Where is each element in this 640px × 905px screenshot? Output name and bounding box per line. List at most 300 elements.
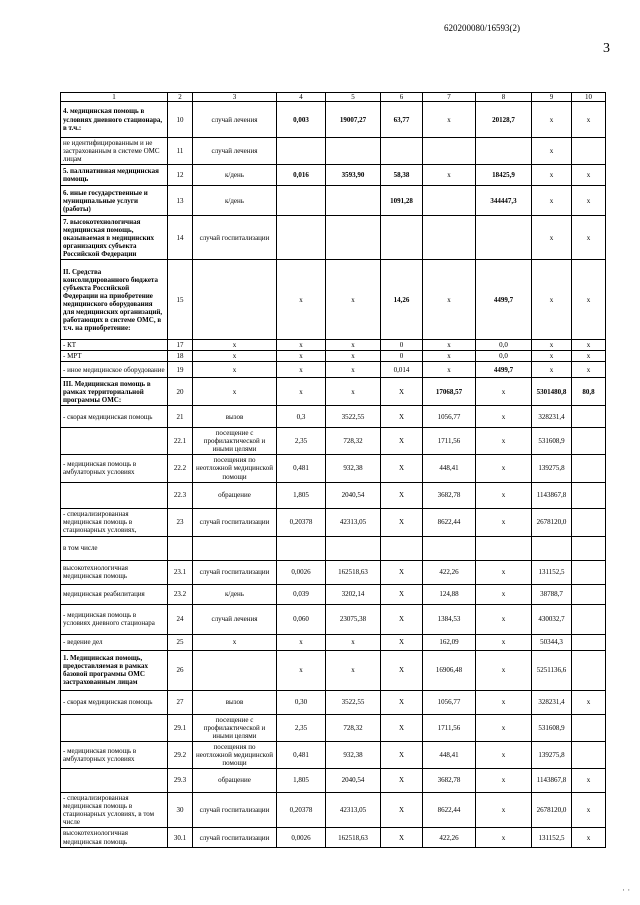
table-cell: х bbox=[326, 378, 381, 406]
table-cell: 932,38 bbox=[326, 455, 381, 482]
table-cell: случай госпитализации bbox=[193, 792, 277, 827]
table-cell: 0,016 bbox=[277, 165, 326, 186]
table-row bbox=[61, 406, 606, 428]
table-cell: Х bbox=[381, 428, 423, 455]
table-cell: 30.1 bbox=[168, 828, 193, 848]
table-cell: 14,26 bbox=[381, 260, 423, 340]
table-row bbox=[61, 508, 606, 536]
table-cell: Х bbox=[381, 714, 423, 741]
table-cell: х bbox=[476, 768, 532, 792]
row-label-cell: - медицинская помощь в условиях дневного стационара bbox=[61, 604, 168, 634]
row-label-cell: - специализированная медицинская помощь в стационарных условиях, в том числе bbox=[61, 792, 168, 827]
table-cell: 11 bbox=[168, 138, 193, 165]
table-cell: 2678120,0 bbox=[532, 792, 572, 827]
table-cell: 728,32 bbox=[326, 714, 381, 741]
table-cell bbox=[572, 455, 606, 482]
table-cell: 27 bbox=[168, 690, 193, 714]
column-number-cell: 10 bbox=[572, 93, 606, 102]
table-cell: х bbox=[476, 828, 532, 848]
table-cell: 5301480,8 bbox=[532, 378, 572, 406]
column-number-cell: 4 bbox=[277, 93, 326, 102]
table-cell: посещение с профилактической и иными целями bbox=[193, 428, 277, 455]
table-cell bbox=[532, 536, 572, 560]
table-cell: Х bbox=[381, 634, 423, 650]
table-row bbox=[61, 102, 606, 138]
table-cell: 2040,54 bbox=[326, 482, 381, 508]
table-cell: 0 bbox=[381, 351, 423, 362]
table-cell: х bbox=[572, 186, 606, 216]
table-cell: х bbox=[326, 340, 381, 351]
table-cell: 23 bbox=[168, 508, 193, 536]
table-cell bbox=[423, 536, 476, 560]
table-cell: 17 bbox=[168, 340, 193, 351]
table-cell: 24 bbox=[168, 604, 193, 634]
table-cell: х bbox=[326, 260, 381, 340]
table-cell bbox=[572, 714, 606, 741]
table-cell: случай госпитализации bbox=[193, 560, 277, 584]
scan-mark: · · bbox=[622, 885, 631, 895]
table-row bbox=[61, 768, 606, 792]
table-cell bbox=[476, 536, 532, 560]
table-cell: х bbox=[572, 351, 606, 362]
row-label-cell: 4. медицинская помощь в условиях дневного стационара, в т.ч.: bbox=[61, 102, 168, 138]
column-number-cell: 5 bbox=[326, 93, 381, 102]
table-cell: 2040,54 bbox=[326, 768, 381, 792]
table-cell bbox=[168, 536, 193, 560]
funding-table bbox=[60, 92, 606, 848]
table-row bbox=[61, 186, 606, 216]
table-cell: х bbox=[476, 714, 532, 741]
table-cell: х bbox=[326, 650, 381, 690]
column-number-cell: 3 bbox=[193, 93, 277, 102]
row-label-cell: III. Медицинская помощь в рамках территориальной программы ОМС: bbox=[61, 378, 168, 406]
table-cell bbox=[572, 536, 606, 560]
table-cell: х bbox=[423, 340, 476, 351]
column-number-cell: 1 bbox=[61, 93, 168, 102]
document-number: 620200080/16593(2) bbox=[444, 23, 520, 33]
table-cell: Х bbox=[381, 792, 423, 827]
table-cell: 23.1 bbox=[168, 560, 193, 584]
table-cell: случай госпитализации bbox=[193, 828, 277, 848]
table-row bbox=[61, 362, 606, 378]
row-label-cell: - специализированная медицинская помощь в стационарных условиях, bbox=[61, 508, 168, 536]
table-cell: х bbox=[532, 102, 572, 138]
table-cell: случай лечения bbox=[193, 102, 277, 138]
table-cell: 344447,3 bbox=[476, 186, 532, 216]
table-cell: 162,09 bbox=[423, 634, 476, 650]
table-cell: 13 bbox=[168, 186, 193, 216]
table-cell: х bbox=[476, 428, 532, 455]
table-cell: х bbox=[532, 216, 572, 260]
table-cell: 728,32 bbox=[326, 428, 381, 455]
table-cell: Х bbox=[381, 378, 423, 406]
table-cell: 22.2 bbox=[168, 455, 193, 482]
table-cell: 30 bbox=[168, 792, 193, 827]
table-cell: случай госпитализации bbox=[193, 508, 277, 536]
table-cell: посещения по неотложной медицинской помощи bbox=[193, 741, 277, 768]
table-cell: х bbox=[476, 560, 532, 584]
table-cell: х bbox=[326, 634, 381, 650]
column-number-cell: 8 bbox=[476, 93, 532, 102]
table-cell: 0 bbox=[381, 340, 423, 351]
table-cell: х bbox=[572, 768, 606, 792]
row-label-cell: II. Средства консолидированного бюджета субъекта Российской Федерации на приобретение медицинского оборудования для медицинских организаций, работающих в системе ОМС, в т.ч. на приобретение: bbox=[61, 260, 168, 340]
table-cell: 58,38 bbox=[381, 165, 423, 186]
table-cell: х bbox=[532, 351, 572, 362]
table-cell: 4499,7 bbox=[476, 362, 532, 378]
table-cell bbox=[381, 216, 423, 260]
table-row bbox=[61, 340, 606, 351]
table-cell: 20128,7 bbox=[476, 102, 532, 138]
column-number-cell: 9 bbox=[532, 93, 572, 102]
table-cell: 1711,56 bbox=[423, 714, 476, 741]
table-cell: Х bbox=[381, 828, 423, 848]
table-cell bbox=[572, 560, 606, 584]
table-cell: 0,0 bbox=[476, 340, 532, 351]
table-row bbox=[61, 828, 606, 848]
table-cell: посещения по неотложной медицинской помощи bbox=[193, 455, 277, 482]
table-cell: 22.1 bbox=[168, 428, 193, 455]
table-cell: Х bbox=[381, 768, 423, 792]
table-cell bbox=[572, 406, 606, 428]
table-cell: 5251136,6 bbox=[532, 650, 572, 690]
table-cell: 139275,8 bbox=[532, 741, 572, 768]
table-cell: х bbox=[572, 362, 606, 378]
table-cell: 531608,9 bbox=[532, 428, 572, 455]
table-cell: х bbox=[532, 186, 572, 216]
row-label-cell bbox=[61, 714, 168, 741]
table-cell: 3522,55 bbox=[326, 690, 381, 714]
table-cell: 20 bbox=[168, 378, 193, 406]
table-row bbox=[61, 165, 606, 186]
table-cell: 139275,8 bbox=[532, 455, 572, 482]
table-cell: х bbox=[532, 362, 572, 378]
row-label-cell bbox=[61, 428, 168, 455]
table-cell: Х bbox=[381, 741, 423, 768]
table-cell: 422,26 bbox=[423, 560, 476, 584]
table-cell: х bbox=[277, 260, 326, 340]
table-cell: х bbox=[572, 102, 606, 138]
table-cell: х bbox=[476, 634, 532, 650]
table-cell: 29.2 bbox=[168, 741, 193, 768]
row-label-cell bbox=[61, 768, 168, 792]
table-cell: 22.3 bbox=[168, 482, 193, 508]
table-cell: 328231,4 bbox=[532, 690, 572, 714]
table-cell: Х bbox=[381, 650, 423, 690]
table-cell: х bbox=[476, 455, 532, 482]
table-cell: 42313,05 bbox=[326, 792, 381, 827]
row-label-cell: - медицинская помощь в амбулаторных условиях bbox=[61, 741, 168, 768]
table-cell: х bbox=[532, 138, 572, 165]
table-cell: случай лечения bbox=[193, 604, 277, 634]
table-cell: х bbox=[277, 378, 326, 406]
table-cell: 29.3 bbox=[168, 768, 193, 792]
table-cell: х bbox=[423, 260, 476, 340]
table-cell: х bbox=[572, 690, 606, 714]
table-cell: х bbox=[326, 362, 381, 378]
row-label-cell: - иное медицинское оборудование bbox=[61, 362, 168, 378]
table-cell bbox=[326, 138, 381, 165]
table-cell: к/день bbox=[193, 186, 277, 216]
row-label-cell: - скорая медицинская помощь bbox=[61, 690, 168, 714]
table-cell bbox=[423, 186, 476, 216]
table-cell: 162518,63 bbox=[326, 828, 381, 848]
table-cell: х bbox=[572, 792, 606, 827]
table-row bbox=[61, 260, 606, 340]
table-cell: 3682,78 bbox=[423, 768, 476, 792]
table-cell bbox=[572, 508, 606, 536]
table-cell: 19 bbox=[168, 362, 193, 378]
table-cell: х bbox=[532, 165, 572, 186]
table-cell: Х bbox=[381, 584, 423, 604]
table-row bbox=[61, 741, 606, 768]
row-label-cell: - КТ bbox=[61, 340, 168, 351]
table-cell: 1056,77 bbox=[423, 690, 476, 714]
table-cell: обращение bbox=[193, 482, 277, 508]
table-cell: 63,77 bbox=[381, 102, 423, 138]
row-label-cell: 1. Медицинская помощь, предоставляемая в рамках базовой программы ОМС застрахованным лицам bbox=[61, 650, 168, 690]
table-cell: 1091,28 bbox=[381, 186, 423, 216]
row-label-cell: - МРТ bbox=[61, 351, 168, 362]
table-cell: 448,41 bbox=[423, 455, 476, 482]
row-label-cell: медицинская реабилитация bbox=[61, 584, 168, 604]
table-cell bbox=[572, 741, 606, 768]
table-cell: вызов bbox=[193, 406, 277, 428]
table-cell: 3593,90 bbox=[326, 165, 381, 186]
table-cell: Х bbox=[381, 482, 423, 508]
table-cell: 0,3 bbox=[277, 406, 326, 428]
table-cell: к/день bbox=[193, 584, 277, 604]
table-cell bbox=[277, 186, 326, 216]
table-cell bbox=[572, 634, 606, 650]
table-cell bbox=[423, 216, 476, 260]
table-cell: 80,8 bbox=[572, 378, 606, 406]
table-cell: 18425,9 bbox=[476, 165, 532, 186]
table-cell: 1,805 bbox=[277, 768, 326, 792]
table-cell bbox=[381, 536, 423, 560]
table-cell: 0,481 bbox=[277, 741, 326, 768]
row-label-cell: в том числе bbox=[61, 536, 168, 560]
table-cell bbox=[476, 138, 532, 165]
table-cell: к/день bbox=[193, 165, 277, 186]
table-cell: 1056,77 bbox=[423, 406, 476, 428]
table-cell: 0,481 bbox=[277, 455, 326, 482]
table-cell: х bbox=[476, 378, 532, 406]
table-cell bbox=[423, 138, 476, 165]
table-cell: 0,014 bbox=[381, 362, 423, 378]
row-label-cell: 6. иные государственные и муниципальные услуги (работы) bbox=[61, 186, 168, 216]
table-cell: 23075,38 bbox=[326, 604, 381, 634]
table-cell: 0,060 bbox=[277, 604, 326, 634]
table-cell: х bbox=[193, 351, 277, 362]
table-cell: 0,0 bbox=[476, 351, 532, 362]
table-cell bbox=[381, 138, 423, 165]
table-cell: х bbox=[277, 340, 326, 351]
table-row bbox=[61, 455, 606, 482]
table-row bbox=[61, 560, 606, 584]
table-row bbox=[61, 634, 606, 650]
table-cell: 0,0026 bbox=[277, 828, 326, 848]
row-label-cell: высокотехнологичная медицинская помощь bbox=[61, 828, 168, 848]
table-cell: х bbox=[532, 260, 572, 340]
table-cell bbox=[572, 604, 606, 634]
table-cell: 8622,44 bbox=[423, 508, 476, 536]
row-label-cell: не идентифицированным и не застрахованным в системе ОМС лицам bbox=[61, 138, 168, 165]
table-cell: х bbox=[277, 362, 326, 378]
table-cell: 3202,14 bbox=[326, 584, 381, 604]
table-cell: х bbox=[476, 584, 532, 604]
column-number-cell: 6 bbox=[381, 93, 423, 102]
table-cell: 50344,3 bbox=[532, 634, 572, 650]
table-cell: 0,20378 bbox=[277, 792, 326, 827]
table-cell: 2,35 bbox=[277, 428, 326, 455]
table-cell bbox=[572, 482, 606, 508]
table-row bbox=[61, 216, 606, 260]
table-cell: 0,003 bbox=[277, 102, 326, 138]
table-cell bbox=[572, 138, 606, 165]
table-cell bbox=[326, 216, 381, 260]
column-number-cell: 2 bbox=[168, 93, 193, 102]
table-cell: х bbox=[423, 102, 476, 138]
table-cell: Х bbox=[381, 508, 423, 536]
table-cell bbox=[193, 260, 277, 340]
table-cell bbox=[326, 536, 381, 560]
table-cell: х bbox=[277, 351, 326, 362]
table-cell: 16906,48 bbox=[423, 650, 476, 690]
table-cell: 531608,9 bbox=[532, 714, 572, 741]
table-cell: 3522,55 bbox=[326, 406, 381, 428]
table-cell: 422,26 bbox=[423, 828, 476, 848]
table-cell: х bbox=[476, 406, 532, 428]
table-row bbox=[61, 428, 606, 455]
table-row bbox=[61, 650, 606, 690]
table-cell: 3682,78 bbox=[423, 482, 476, 508]
table-cell: 2678120,0 bbox=[532, 508, 572, 536]
table-cell: Х bbox=[381, 560, 423, 584]
table-cell: 18 bbox=[168, 351, 193, 362]
table-cell: Х bbox=[381, 690, 423, 714]
table-cell: 38788,7 bbox=[532, 584, 572, 604]
table-cell: 23.2 bbox=[168, 584, 193, 604]
column-number-cell: 7 bbox=[423, 93, 476, 102]
table-cell: х bbox=[532, 340, 572, 351]
row-label-cell: - медицинская помощь в амбулаторных условиях bbox=[61, 455, 168, 482]
table-cell: х bbox=[193, 378, 277, 406]
table-cell: 0,039 bbox=[277, 584, 326, 604]
table-row bbox=[61, 604, 606, 634]
table-cell: 1143867,8 bbox=[532, 768, 572, 792]
table-cell: х bbox=[193, 362, 277, 378]
table-cell: х bbox=[423, 362, 476, 378]
table-cell bbox=[193, 536, 277, 560]
row-label-cell: 7. высокотехнологичная медицинская помощь, оказываемая в медицинских организациях субъекта Российской Федерации bbox=[61, 216, 168, 260]
table-cell: х bbox=[572, 340, 606, 351]
table-cell: 932,38 bbox=[326, 741, 381, 768]
table-cell: посещение с профилактической и иными целями bbox=[193, 714, 277, 741]
table-cell: 26 bbox=[168, 650, 193, 690]
table-cell: Х bbox=[381, 455, 423, 482]
table-cell: вызов bbox=[193, 690, 277, 714]
table-cell: 15 bbox=[168, 260, 193, 340]
table-cell: х bbox=[476, 792, 532, 827]
table-row bbox=[61, 378, 606, 406]
table-cell: х bbox=[193, 634, 277, 650]
table-cell: Х bbox=[381, 604, 423, 634]
table-cell: 2,35 bbox=[277, 714, 326, 741]
table-cell bbox=[476, 216, 532, 260]
table-cell: 1711,56 bbox=[423, 428, 476, 455]
table-cell: х bbox=[476, 508, 532, 536]
table-cell: х bbox=[476, 604, 532, 634]
table-cell: х bbox=[476, 650, 532, 690]
row-label-cell: высокотехнологичная медицинская помощь bbox=[61, 560, 168, 584]
table-cell: х bbox=[476, 482, 532, 508]
table-cell: 8622,44 bbox=[423, 792, 476, 827]
table-cell bbox=[326, 186, 381, 216]
table-cell: х bbox=[476, 741, 532, 768]
table-cell: 131152,5 bbox=[532, 828, 572, 848]
table-cell: х bbox=[193, 340, 277, 351]
table-cell: 0,30 bbox=[277, 690, 326, 714]
table-cell: х bbox=[572, 828, 606, 848]
row-label-cell: - ведение дел bbox=[61, 634, 168, 650]
table-cell: 29.1 bbox=[168, 714, 193, 741]
column-number-row bbox=[61, 93, 606, 102]
table-cell: 1,805 bbox=[277, 482, 326, 508]
table-cell: 162518,63 bbox=[326, 560, 381, 584]
table-row bbox=[61, 351, 606, 362]
table-cell: х bbox=[476, 690, 532, 714]
table-row bbox=[61, 536, 606, 560]
table-cell: 131152,5 bbox=[532, 560, 572, 584]
page-number: 3 bbox=[603, 41, 610, 56]
table-cell: 124,88 bbox=[423, 584, 476, 604]
table-cell: х bbox=[572, 216, 606, 260]
table-cell: 12 bbox=[168, 165, 193, 186]
table-cell: 448,41 bbox=[423, 741, 476, 768]
table-cell bbox=[572, 584, 606, 604]
table-cell: 42313,05 bbox=[326, 508, 381, 536]
table-cell bbox=[277, 138, 326, 165]
table-cell: 1143867,8 bbox=[532, 482, 572, 508]
table-cell: Х bbox=[381, 406, 423, 428]
table-cell bbox=[277, 536, 326, 560]
table-cell: х bbox=[423, 165, 476, 186]
row-label-cell: - скорая медицинская помощь bbox=[61, 406, 168, 428]
table-cell bbox=[193, 650, 277, 690]
table-row bbox=[61, 792, 606, 827]
table-cell: 17068,57 bbox=[423, 378, 476, 406]
table-row bbox=[61, 138, 606, 165]
table-cell: 14 bbox=[168, 216, 193, 260]
table-cell: 4499,7 bbox=[476, 260, 532, 340]
table-row bbox=[61, 584, 606, 604]
table-cell: х bbox=[277, 650, 326, 690]
table-cell bbox=[277, 216, 326, 260]
table-cell: х bbox=[277, 634, 326, 650]
table-cell: 10 bbox=[168, 102, 193, 138]
table-cell bbox=[572, 650, 606, 690]
row-label-cell: 5. паллиативная медицинская помощь bbox=[61, 165, 168, 186]
table-cell: 21 bbox=[168, 406, 193, 428]
table-cell: 25 bbox=[168, 634, 193, 650]
table-cell: случай лечения bbox=[193, 138, 277, 165]
table-cell: 328231,4 bbox=[532, 406, 572, 428]
table-row bbox=[61, 714, 606, 741]
table-row bbox=[61, 482, 606, 508]
row-label-cell bbox=[61, 482, 168, 508]
table-cell: х bbox=[572, 260, 606, 340]
